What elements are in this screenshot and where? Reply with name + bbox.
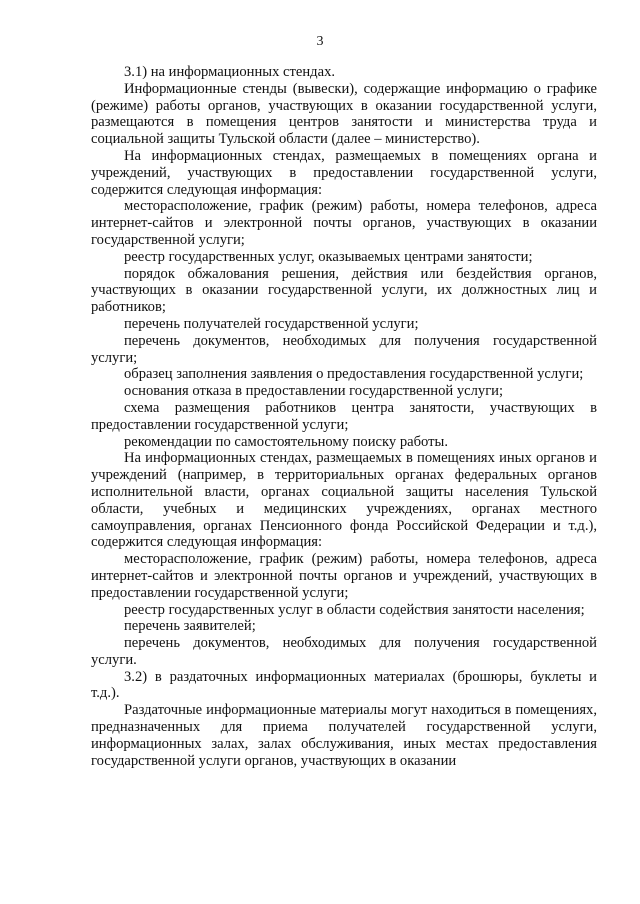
list-item-staff-layout: схема размещения работников центра занятости, участвующих в предоставлении государственной услуги;: [91, 399, 597, 433]
list-item-location: месторасположение, график (режим) работы, номера телефонов, адреса интернет-сайтов и электронной почты органов, участвующих в оказании государственной услуги;: [91, 198, 597, 248]
list-item-other-registry: реестр государственных услуг в области содействия занятости населения;: [124, 601, 585, 618]
list-item-refusal-grounds: основания отказа в предоставлении государственной услуги;: [124, 383, 504, 400]
list-item-documents: перечень документов, необходимых для получения государственной услуги;: [91, 332, 597, 366]
paragraph-section-3-2: 3.2) в раздаточных информационных материалах (брошюры, буклеты и т.д.).: [91, 668, 597, 702]
page-number: 3: [316, 34, 324, 49]
list-item-appeal-procedure: порядок обжалования решения, действия или бездействия органов, участвующих в оказании государственной услуги, их должностных лиц и работников;: [91, 265, 597, 316]
list-item-job-search-tips: рекомендации по самостоятельному поиску работы.: [124, 433, 448, 450]
paragraph-other-stands-intro: На информационных стендах, размещаемых в помещениях иных органов и учреждений (например, в территориальных органах федеральных органов исполнительной власти, органах социальной защиты населения Тульской области, учебных и медицинских учреждениях, органах местного самоуправления, органах Пенсионного фонда Российской Федерации и т.д.), содержится следующая информация:: [91, 450, 597, 551]
paragraph-stands-content-intro: На информационных стендах, размещаемых в помещениях органа и учреждений, участвующих в предоставлении государственной услуги, содержится следующая информация:: [91, 147, 597, 198]
list-item-application-sample: образец заполнения заявления о предоставления государственной услуги;: [124, 366, 584, 383]
list-item-registry: реестр государственных услуг, оказываемых центрами занятости;: [124, 248, 533, 265]
list-item-recipients: перечень получателей государственной услуги;: [124, 315, 419, 332]
paragraph-handouts: Раздаточные информационные материалы могут находиться в помещениях, предназначенных для приема получателей государственной услуги, информационных залах, залах обслуживания, иных местах предоставления государственной услуги органов, участвующих в оказании: [91, 702, 597, 769]
list-item-applicants: перечень заявителей;: [124, 618, 256, 635]
paragraph-section-3-1: 3.1) на информационных стендах.: [124, 64, 336, 80]
list-item-other-location: месторасположение, график (режим) работы, номера телефонов, адреса интернет-сайтов и электронной почты органов и учреждений, участвующих в предоставлении государственной услуги;: [91, 551, 597, 601]
list-item-other-documents: перечень документов, необходимых для получения государственной услуги.: [91, 635, 597, 668]
paragraph-stands-info: Информационные стенды (вывески), содержащие информацию о графике (режиме) работы органов, участвующих в оказании государственной услуги, размещаются в помещения центров занятости и министерства труда и социальной защиты Тульской области (далее – министерство).: [91, 80, 597, 148]
document-body: [91, 64, 597, 769]
